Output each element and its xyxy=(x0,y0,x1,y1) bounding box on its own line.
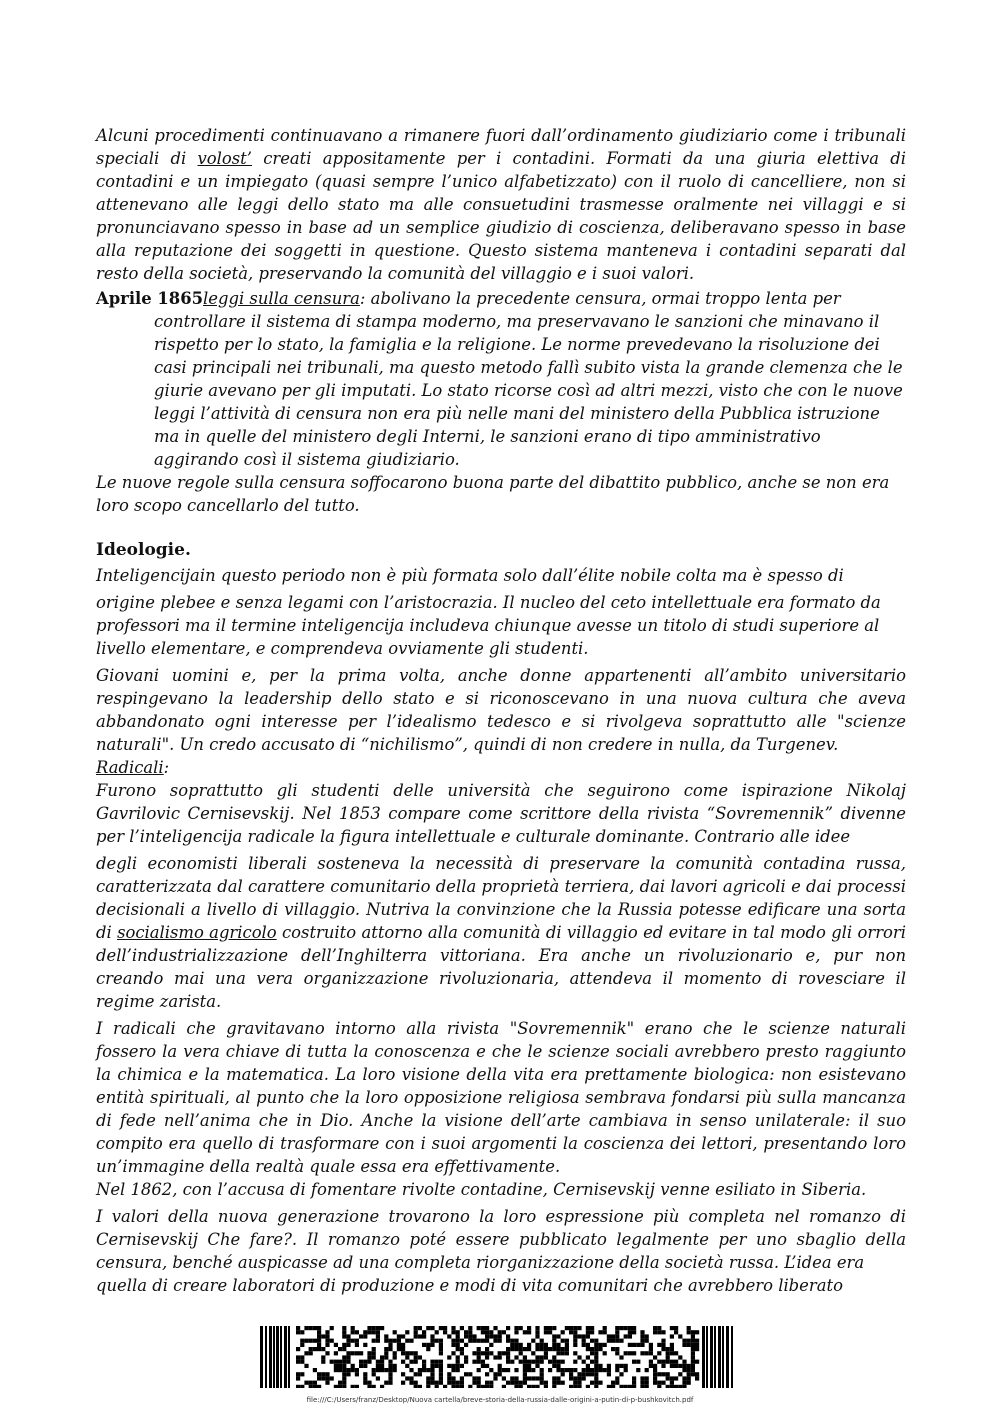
section-heading: Ideologie. xyxy=(96,540,191,560)
paragraph-inteligencija-line1: Inteligencijain questo periodo non è più formata solo dall’élite nobile colta ma è spesso di xyxy=(96,566,844,585)
paragraph-volost xyxy=(96,124,906,285)
paragraph-radicali-sovremennik: I radicali che gravitavano intorno alla rivista "Sovremennik" erano che le scienze naturali fossero la vera chiave di tutta la conoscenza e che le scienze sociali avrebbero presto raggiunto la chimica e la matematica. La loro visione della vita era prettamente biologica: non esistevano entità spirituali, al punto che la loro opposizione religiosa sembrava fondarsi più sulla mancanza di fede nell’anima che in Dio. Anche la visione dell’arte cambiava in senso unilaterale: il suo compito era quello di trasformare con i suoi argomenti la coscienza dei lettori, presentando loro un’immagine della realtà quale essa era effettivamente. xyxy=(96,1019,906,1176)
text-run: costruito attorno alla comunità di villaggio ed evitare in tal modo gli orrori dell’industrializzazione dell’Inghilterra vittoriana. Era anche un rivoluzionario e, pur non creando mai una vera organizzazione rivoluzionaria, attendeva il momento di rovesciare il regime zarista. xyxy=(96,923,906,1011)
text-run: Alcuni procedimenti continuavano a rimanere fuori dall’ordinamento giudiziario come i tribunali speciali di xyxy=(96,126,906,168)
page-footer xyxy=(248,1318,752,1406)
text-run: creati appositamente per i contadini. Formati da una giuria elettiva di contadini e un impiegato (quasi sempre l’unico alfabetizzato) con il ruolo di cancelliere, non si attenevano alle leggi dello stato ma alle consuetudini trasmesse oralmente nei villaggi e si pronunciavano spesso in base ad un semplice giudizio di coscienza, deliberavano spesso in base alla reputazione dei soggetti in questione. Questo sistema manteneva i contadini separati dal resto della società, preservando la comunità del villaggio e i suoi valori. xyxy=(96,149,907,283)
paragraph-cernisevskij: Furono soprattutto gli studenti delle università che seguirono come ispirazione Nikolaj Gavrilovic Cernisevskij. Nel 1853 compare come scrittore della rivista “Sovremennik” divenne per l’inteligencija radicale la figura intellettuale e culturale dominante. Contrario alle idee xyxy=(96,781,906,846)
document-page xyxy=(96,124,906,1297)
paragraph-inteligencija: origine plebee e senza legami con l’aristocrazia. Il nucleo del ceto intellettuale era formato da professori ma il termine inteligencija includeva chiunque avesse un titolo di studi superiore al livello elementare, e comprendeva ovviamente gli studenti. xyxy=(96,593,881,658)
underlined-term-socialismo: socialismo agricolo xyxy=(117,923,277,942)
barcode-image xyxy=(260,1326,738,1388)
text-run: degli economisti liberali sosteneva la necessità di preservare la comunità contadina russa, caratterizzata dal carattere comunitario della proprietà terriera, dai lavori agricoli e dai processi decisionali a livello di villaggio. Nutriva la convinzione che la Russia potesse edificare una sorta di xyxy=(96,854,906,942)
paragraph-1862: Nel 1862, con l’accusa di fomentare rivolte contadine, Cernisevskij venne esiliato in Siberia. xyxy=(96,1180,867,1199)
entry-first-line xyxy=(96,287,906,310)
entry-date: Aprile 1865 xyxy=(96,289,204,308)
paragraph-che-fare: I valori della nuova generazione trovarono la loro espressione più completa nel romanzo di Cernisevskij Che fare?. Il romanzo poté essere pubblicato legalmente per uno sbaglio della censura, benché auspicasse ad una completa riorganizzazione della società russa. L’idea era xyxy=(96,1207,906,1272)
underlined-term-censura: leggi sulla censura xyxy=(203,289,360,308)
text-run: : abolivano la precedente censura, ormai troppo lenta per xyxy=(359,289,841,308)
entry-april-1865 xyxy=(96,287,906,471)
entry-body: controllare il sistema di stampa moderno, ma preservavano le sanzioni che minavano il rispetto per lo stato, la famiglia e la religione. Le norme prevedevano la risoluzione dei casi principali nei tribunali, ma questo metodo fallì subito vista la grande clemenza che le giurie avevano per gli imputati. Lo stato ricorse così ad altri mezzi, visto che con le nuove leggi l’attività di censura non era più nelle mani del ministero della Pubblica istruzione ma in quelle del ministero degli Interni, le sanzioni erano di tipo amministrativo aggirando così il sistema giudiziario. xyxy=(154,312,903,469)
paragraph-censura-conclusion: Le nuove regole sulla censura soffocarono buona parte del dibattito pubblico, anche se non era loro scopo cancellarlo del tutto. xyxy=(96,473,890,515)
subheading-radicali xyxy=(96,756,906,779)
paragraph-che-fare-last-line: quella di creare laboratori di produzione e modi di vita comunitari che avrebbero liberato xyxy=(96,1276,843,1295)
radicali-label: Radicali xyxy=(96,758,164,777)
paragraph-economisti xyxy=(96,852,906,1013)
paragraph-giovani: Giovani uomini e, per la prima volta, anche donne appartenenti all’ambito universitario respingevano la leadership dello stato e si riconoscevano in una nuova cultura che aveva abbandonato ogni interesse per l’idealismo tedesco e si rivolgeva soprattutto alle "scienze naturali". Un credo accusato di “nichilismo”, quindi di non credere in nulla, da Turgenev. xyxy=(96,666,906,754)
radicali-colon: : xyxy=(163,758,170,777)
footer-file-path: file:///C:/Users/franz/Desktop/Nuova cartella/breve-storia-della-russia-dalle-origini-a-putin-di-p-bushkovitch.pdf xyxy=(306,1396,694,1404)
underlined-term-volost: volost’ xyxy=(197,149,252,168)
